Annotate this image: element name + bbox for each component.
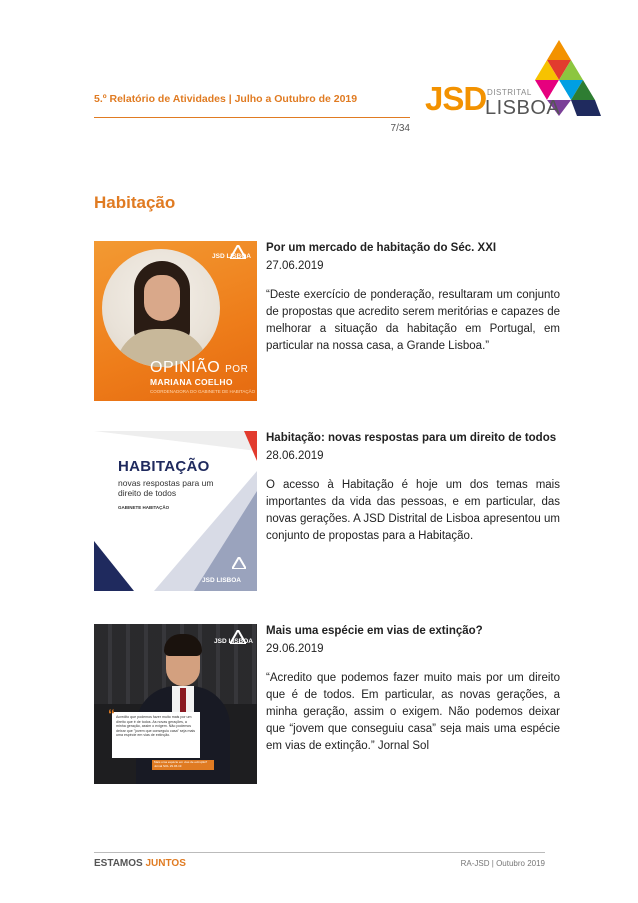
footer-slogan-a: ESTAMOS: [94, 858, 143, 869]
footer-slogan-b: JUNTOS: [145, 858, 186, 869]
section-title: Habitação: [94, 193, 176, 212]
cover-subheading: novas respostas para um direito de todos: [118, 478, 214, 498]
opiniao-label: OPINIÃO POR: [150, 359, 249, 376]
quote-card: Acredito que podemos fazer muito mais por um direito que é de todos. As novas gerações, a minha geração, assim o exigem. Não podemos deixar que "jovem que conseguiu casa" seja mais uma espécie em vias de extinção.: [112, 712, 200, 758]
jsd-lisboa-logo: [425, 38, 600, 123]
author-name: MARIANA COELHO: [150, 377, 233, 387]
article-3: [94, 624, 564, 786]
article-2-text: [266, 431, 560, 545]
article-title[interactable]: Mais uma espécie em vias de extinção?: [266, 625, 483, 637]
article-1: [94, 241, 564, 403]
article-date: 29.06.2019: [266, 643, 324, 655]
article-3-thumbnail: [94, 624, 257, 784]
thumb-logo-text: JSD LISBOA: [212, 253, 252, 260]
logo-jsd-text: JSD: [425, 80, 487, 117]
report-title: 5.º Relatório de Atividades | Julho a Outubro de 2019: [94, 93, 358, 105]
article-body: “Deste exercício de ponderação, resultaram um conjunto de propostas que acredito serem meritórias e capazes de melhorar a situação da habitação em Portugal, em particular na nossa casa, a Grande Lisboa.”: [266, 289, 560, 352]
quote-source-bar: Mais uma espécie em vias de extinção? Jornal SOL 29.06.19: [152, 760, 214, 770]
thumb-logo-text: JSD LISBOA: [202, 577, 242, 584]
article-1-thumbnail: [94, 241, 257, 401]
author-role: COORDENADORA DO GABINETE DE HABITAÇÃO: [150, 389, 256, 394]
article-body: O acesso à Habitação é hoje um dos temas mais importantes da vida das pessoas, e em particular, das novas gerações. A JSD Distrital de Lisboa apresentou um conjunto de propostas para a Habitação.: [266, 479, 560, 542]
logo-distrital-text: DISTRITAL: [487, 88, 532, 97]
article-title[interactable]: Por um mercado de habitação do Séc. XXI: [266, 242, 497, 254]
article-3-text: [266, 624, 560, 755]
thumb-logo-text: JSD LISBOA: [214, 638, 254, 645]
jsd-mini-logo-icon: [232, 557, 246, 569]
quote-mark-icon: “: [108, 706, 115, 722]
page-number: 7/34: [390, 123, 410, 134]
article-date: 27.06.2019: [266, 260, 324, 272]
footer-divider: [94, 852, 545, 853]
article-title[interactable]: Habitação: novas respostas para um direito de todos: [266, 432, 557, 444]
portrait-photo: [102, 249, 220, 367]
article-1-text: [266, 241, 560, 355]
footer-info: RA-JSD | Outubro 2019: [460, 859, 545, 868]
cover-gabinete: GABINETE HABITAÇÃO: [118, 505, 170, 510]
article-2: [94, 431, 564, 593]
footer-slogan: [94, 858, 186, 869]
logo-lisboa-text: LISBOA: [485, 97, 561, 119]
article-2-thumbnail: [94, 431, 257, 591]
cover-heading: HABITAÇÃO: [118, 458, 210, 475]
article-date: 28.06.2019: [266, 450, 324, 462]
article-body: “Acredito que podemos fazer muito mais por um direito que é de todos. Em particular, as novas gerações, a minha geração, assim o exigem. Não podemos deixar que “jovem que conseguiu casa” seja mais uma espécie em vias de extinção.” Jornal Sol: [266, 672, 560, 752]
header-divider: [94, 117, 410, 118]
